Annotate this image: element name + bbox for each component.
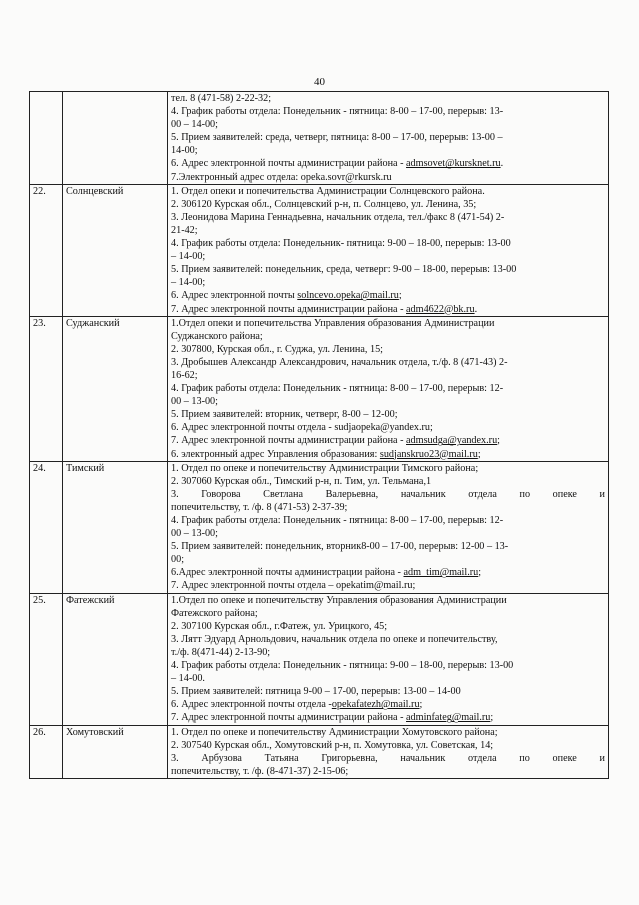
info-line-text: Суджанского района; xyxy=(171,330,263,342)
info-line-text: 5. Прием заявителей: среда, четверг, пятница: 8-00 – 17-00, перерыв: 13-00 – xyxy=(171,132,503,144)
district-name: Солнцевский xyxy=(63,184,168,316)
info-line xyxy=(171,488,605,501)
info-line xyxy=(171,620,605,633)
info-line xyxy=(171,408,605,421)
info-line xyxy=(171,566,605,579)
info-line-text: 1.Отдел по опеке и попечительству Управления образования Администрации xyxy=(171,594,507,606)
info-line xyxy=(171,421,605,434)
info-line xyxy=(171,382,605,395)
info-line xyxy=(171,395,605,408)
info-line-text: Фатежского района; xyxy=(171,607,258,619)
row-number: 22. xyxy=(30,184,63,316)
info-line xyxy=(171,317,605,330)
info-line-suffix: ; xyxy=(478,567,482,579)
info-line-text: 3. Дробышев Александр Александрович, начальник отдела, т./ф. 8 (471-43) 2- xyxy=(171,356,508,368)
info-line xyxy=(171,501,605,514)
info-line-text: 21-42; xyxy=(171,224,198,236)
info-line-suffix: . xyxy=(474,303,478,315)
info-line-text: 4. График работы отдела: Понедельник - пятница: 8-00 – 17-00, перерыв: 12- xyxy=(171,383,504,395)
info-line xyxy=(171,434,605,447)
info-line xyxy=(171,685,605,698)
info-line xyxy=(171,540,605,553)
district-name: Тимский xyxy=(63,461,168,593)
info-line xyxy=(171,92,605,105)
info-line-text: 6. Адрес электронной почты отдела - sudjaopeka@yandex.ru; xyxy=(171,422,433,434)
info-line-text: 3. Леонидова Марина Геннадьевна, начальник отдела, тел./факс 8 (471-54) 2- xyxy=(171,211,505,223)
email-link[interactable]: adminfateg@mail.ru xyxy=(406,712,491,724)
info-line xyxy=(171,303,605,316)
info-line-text: 7. Адрес электронной почты администрации района - xyxy=(171,303,407,315)
table-row xyxy=(30,725,609,778)
info-line xyxy=(171,514,605,527)
district-info xyxy=(168,316,609,461)
email-link[interactable]: adm_tim@mail.ru xyxy=(403,567,479,579)
row-number: 23. xyxy=(30,316,63,461)
info-line xyxy=(171,185,605,198)
info-line-text: 2. 307100 Курская обл., г.Фатеж, ул. Урицкого, 45; xyxy=(171,620,388,632)
info-line xyxy=(171,263,605,276)
info-line xyxy=(171,646,605,659)
district-info xyxy=(168,92,609,185)
info-line-text: 5. Прием заявителей: понедельник, среда, четверг: 9-00 – 18-00, перерыв: 13-00 xyxy=(171,264,517,276)
info-line xyxy=(171,475,605,488)
info-line-suffix: . xyxy=(500,158,504,170)
district-info xyxy=(168,593,609,725)
table-row xyxy=(30,593,609,725)
info-line xyxy=(171,739,605,752)
info-line-text: – 14-00; xyxy=(171,251,206,263)
info-line xyxy=(171,672,605,685)
info-line-text: 4. График работы отдела: Понедельник - пятница: 8-00 – 17-00, перерыв: 13- xyxy=(171,106,504,118)
table-row xyxy=(30,316,609,461)
info-line-text: 6.Адрес электронной почты администрации района - xyxy=(171,567,404,579)
info-line-text: 2. 307800, Курская обл., г. Суджа, ул. Ленина, 15; xyxy=(171,343,384,355)
district-name: Фатежский xyxy=(63,593,168,725)
info-line-suffix: ; xyxy=(398,290,402,302)
info-line-text: 4. График работы отдела: Понедельник - пятница: 8-00 – 17-00, перерыв: 12- xyxy=(171,515,504,526)
info-line xyxy=(171,118,605,131)
info-line xyxy=(171,157,605,170)
info-line-text: 2. 306120 Курская обл., Солнцевский р-н, п. Солнцево, ул. Ленина, 35; xyxy=(171,198,477,210)
info-line-text: 1. Отдел по опеке и попечительству Администрации Хомутовского района; xyxy=(171,726,498,738)
info-line-text: – 14-00. xyxy=(171,673,205,685)
info-line-text: 6. Адрес электронной почты отдела - xyxy=(171,699,332,711)
info-line-text: 6. Адрес электронной почты администрации района - xyxy=(171,158,407,170)
info-line-suffix: ; xyxy=(497,435,501,447)
info-line xyxy=(171,356,605,369)
email-link[interactable]: adm4622@bk.ru xyxy=(406,303,475,315)
info-line-text: т./ф. 8(471-44) 2-13-90; xyxy=(171,646,271,658)
info-line xyxy=(171,330,605,343)
info-line xyxy=(171,105,605,118)
info-line-text: 5. Прием заявителей: вторник, четверг, 8-00 – 12-00; xyxy=(171,409,398,421)
table-row xyxy=(30,92,609,185)
info-line xyxy=(171,237,605,250)
info-line xyxy=(171,633,605,646)
info-line-suffix: ; xyxy=(419,699,423,711)
info-line-text: 1.Отдел опеки и попечительства Управления образования Администрации xyxy=(171,317,495,329)
row-number: 26. xyxy=(30,725,63,778)
info-line xyxy=(171,553,605,566)
info-line-text: 6. Адрес электронной почты xyxy=(171,290,298,302)
info-line-text: 2. 307060 Курская обл., Тимский р-н, п. Тим, ул. Тельмана,1 xyxy=(171,475,432,487)
info-line-text: 2. 307540 Курская обл., Хомутовский р-н, п. Хомутовка, ул. Советская, 14; xyxy=(171,739,494,751)
info-line-text: 5. Прием заявителей: пятница 9-00 – 17-00, перерыв: 13-00 – 14-00 xyxy=(171,686,461,698)
info-line xyxy=(171,343,605,356)
email-link[interactable]: opekafatezh@mail.ru xyxy=(331,699,420,711)
district-name: Суджанский xyxy=(63,316,168,461)
info-line-text: 00 – 13-00; xyxy=(171,396,218,408)
row-number: 24. xyxy=(30,461,63,593)
email-link[interactable]: admsudga@yandex.ru xyxy=(406,435,498,447)
info-line xyxy=(171,131,605,144)
district-table xyxy=(29,91,609,779)
info-line-text: 3. Арбузова Татьяна Григорьевна, начальник отдела по опеке и xyxy=(171,752,605,764)
info-line xyxy=(171,698,605,711)
info-line-text: 5. Прием заявителей: понедельник, вторник8-00 – 17-00, перерыв: 12-00 – 13- xyxy=(171,541,509,553)
table-row xyxy=(30,184,609,316)
email-link[interactable]: sudjanskruo23@mail.ru xyxy=(379,448,478,460)
info-line xyxy=(171,224,605,237)
district-info xyxy=(168,461,609,593)
info-line-suffix: ; xyxy=(490,712,494,724)
info-line-text: 7. Адрес электронной почты администрации района - xyxy=(171,712,407,724)
info-line xyxy=(171,607,605,620)
row-number: 25. xyxy=(30,593,63,725)
info-line xyxy=(171,594,605,607)
info-line-text: 3. Лятт Эдуард Арнольдович, начальник отдела по опеке и попечительству, xyxy=(171,633,498,645)
info-line xyxy=(171,289,605,302)
district-info xyxy=(168,725,609,778)
info-line-text: 00 – 13-00; xyxy=(171,528,218,540)
info-line-text: попечительству, т. /ф. (8-471-37) 2-15-06; xyxy=(171,765,349,777)
info-line xyxy=(171,711,605,724)
info-line xyxy=(171,369,605,382)
info-line-text: 16-62; xyxy=(171,369,198,381)
info-line-text: тел. 8 (471-58) 2-22-32; xyxy=(171,93,272,104)
info-line xyxy=(171,765,605,778)
info-line-text: 1. Отдел опеки и попечительства Администрации Солнцевского района. xyxy=(171,185,485,197)
info-line-text: 7. Адрес электронной почты администрации района - xyxy=(171,435,407,447)
email-link[interactable]: solncevo.opeka@mail.ru xyxy=(297,290,399,302)
info-line xyxy=(171,579,605,592)
info-line-text: 7.Электронный адрес отдела: opeka.sovr@rkursk.ru xyxy=(171,171,392,183)
district-name xyxy=(63,92,168,185)
info-line xyxy=(171,659,605,672)
info-line-text: 6. электронный адрес Управления образования: xyxy=(171,448,380,460)
table-row xyxy=(30,461,609,593)
email-link[interactable]: admsovet@kursknet.ru xyxy=(406,158,501,170)
info-line xyxy=(171,726,605,739)
info-line-text: 1. Отдел по опеке и попечительству Администрации Тимского района; xyxy=(171,462,479,474)
info-line xyxy=(171,276,605,289)
info-line-text: 4. График работы отдела: Понедельник- пятница: 9-00 – 18-00, перерыв: 13-00 xyxy=(171,238,511,250)
info-line-text: – 14-00; xyxy=(171,277,206,289)
info-line-suffix: ; xyxy=(477,448,481,460)
info-line xyxy=(171,752,605,765)
info-line-text: 14-00; xyxy=(171,145,198,157)
info-line xyxy=(171,211,605,224)
info-line-text: 7. Адрес электронной почты отдела – opekatim@mail.ru; xyxy=(171,580,416,592)
info-line xyxy=(171,462,605,475)
info-line xyxy=(171,250,605,263)
page-number: 40 xyxy=(314,76,325,88)
info-line xyxy=(171,448,605,461)
info-line xyxy=(171,171,605,184)
info-line-text: 4. График работы отдела: Понедельник - пятница: 9-00 – 18-00, перерыв: 13-00 xyxy=(171,660,514,672)
info-line-text: 00 – 14-00; xyxy=(171,119,218,131)
district-info xyxy=(168,184,609,316)
info-line xyxy=(171,198,605,211)
info-line xyxy=(171,527,605,540)
district-name: Хомутовский xyxy=(63,725,168,778)
row-number xyxy=(30,92,63,185)
info-line-text: попечительству, т. /ф. 8 (471-53) 2-37-39; xyxy=(171,501,348,513)
info-line-text: 00; xyxy=(171,554,185,566)
info-line xyxy=(171,144,605,157)
info-line-text: 3. Говорова Светлана Валерьевна, начальник отдела по опеке и xyxy=(171,488,605,500)
